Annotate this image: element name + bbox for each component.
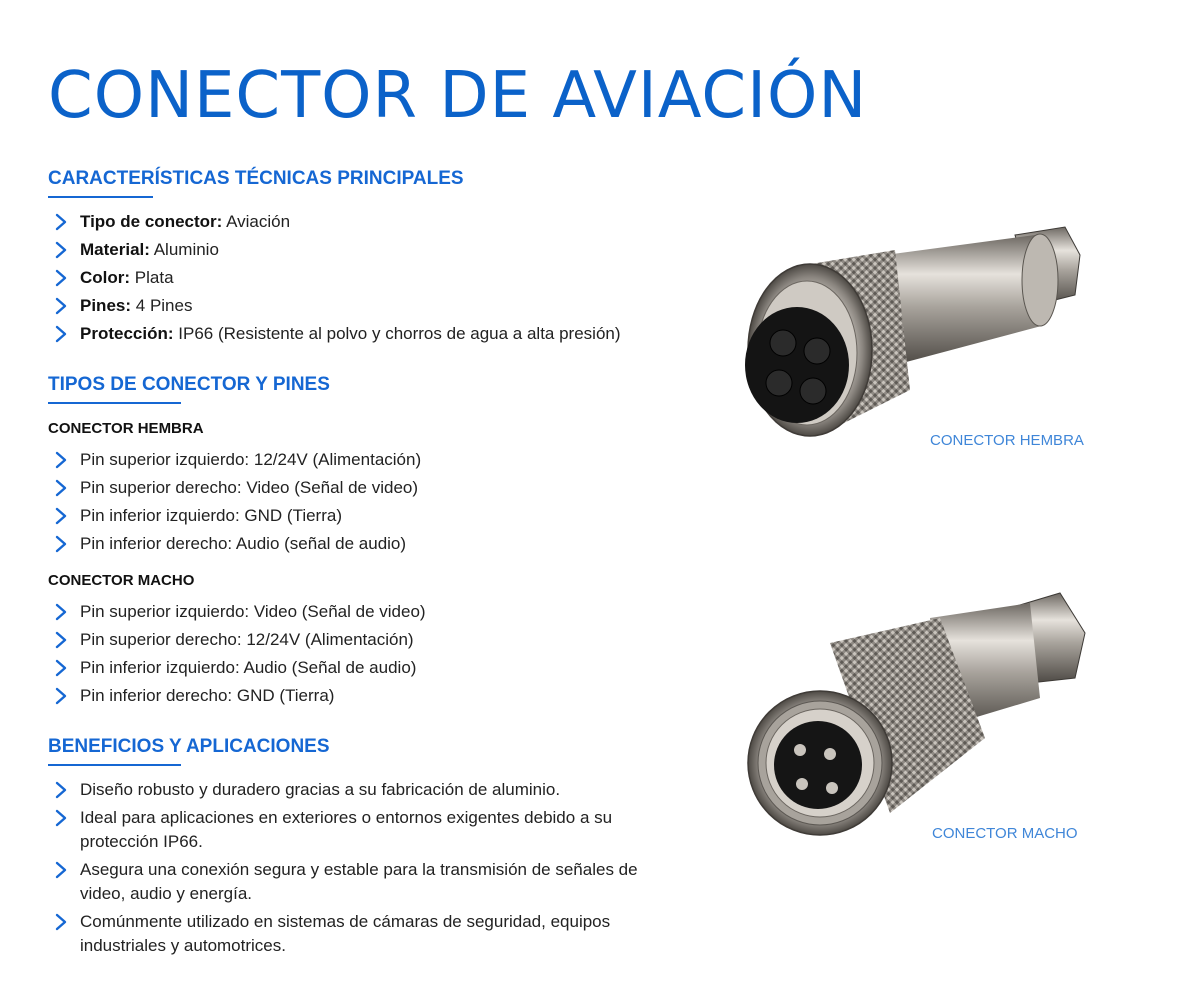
chevron-right-icon xyxy=(54,781,68,799)
specs-heading-underline xyxy=(48,196,153,198)
benefit-text: Comúnmente utilizado en sistemas de cámaras de seguridad, equipos industriales y automotrices. xyxy=(80,912,611,955)
male-pin-list xyxy=(48,600,426,712)
benefits-list xyxy=(48,778,648,962)
spec-value: Plata xyxy=(134,268,174,287)
benefit-item xyxy=(48,806,648,854)
pin-item xyxy=(48,448,421,472)
spec-item xyxy=(48,266,621,290)
male-connector-image xyxy=(740,588,1095,838)
chevron-right-icon xyxy=(54,809,68,827)
pin-item xyxy=(48,504,421,528)
benefit-text: Asegura una conexión segura y estable para la transmisión de señales de video, audio y energía. xyxy=(80,860,638,903)
benefit-item xyxy=(48,778,648,802)
benefit-item xyxy=(48,910,648,958)
pin-item xyxy=(48,532,421,556)
pin-item xyxy=(48,476,421,500)
chevron-right-icon xyxy=(54,861,68,879)
spec-label: Protección: xyxy=(80,324,174,343)
benefits-heading xyxy=(48,736,330,764)
pin-item xyxy=(48,656,426,680)
chevron-right-icon xyxy=(54,213,68,231)
specs-list xyxy=(48,210,621,350)
pin-item xyxy=(48,684,426,708)
female-pin-list xyxy=(48,448,421,560)
spec-label: Pines: xyxy=(80,296,132,315)
page-title: CONECTOR DE AVIACIÓN xyxy=(48,59,868,133)
male-subheading: CONECTOR MACHO xyxy=(48,572,195,589)
chevron-right-icon xyxy=(54,913,68,931)
specs-heading xyxy=(48,168,464,196)
chevron-right-icon xyxy=(54,631,68,649)
pin-text: Pin superior derecho: 12/24V (Alimentación) xyxy=(80,630,414,649)
types-heading-text: TIPOS DE CONECTOR Y PINES xyxy=(48,374,330,395)
chevron-right-icon xyxy=(54,507,68,525)
spec-item xyxy=(48,238,621,262)
benefit-text: Diseño robusto y duradero gracias a su fabricación de aluminio. xyxy=(80,780,561,799)
pin-text: Pin superior derecho: Video (Señal de video) xyxy=(80,478,419,497)
benefit-text: Ideal para aplicaciones en exteriores o entornos exigentes debido a su protección IP66. xyxy=(80,808,613,851)
spec-value: Aluminio xyxy=(153,240,219,259)
spec-item xyxy=(48,210,621,234)
pin-text: Pin superior izquierdo: 12/24V (Alimentación) xyxy=(80,450,422,469)
female-connector-caption: CONECTOR HEMBRA xyxy=(930,432,1084,449)
male-connector-caption: CONECTOR MACHO xyxy=(932,825,1078,842)
female-subheading: CONECTOR HEMBRA xyxy=(48,420,204,437)
spec-item xyxy=(48,322,621,346)
spec-item xyxy=(48,294,621,318)
benefits-heading-text: BENEFICIOS Y APLICACIONES xyxy=(48,736,330,757)
chevron-right-icon xyxy=(54,479,68,497)
chevron-right-icon xyxy=(54,241,68,259)
spec-label: Tipo de conector: xyxy=(80,212,223,231)
spec-value: Aviación xyxy=(226,212,291,231)
chevron-right-icon xyxy=(54,325,68,343)
pin-text: Pin inferior izquierdo: Audio (Señal de audio) xyxy=(80,658,417,677)
pin-text: Pin inferior derecho: Audio (señal de audio) xyxy=(80,534,407,553)
specs-heading-text: CARACTERÍSTICAS TÉCNICAS PRINCIPALES xyxy=(48,168,464,189)
female-connector-image xyxy=(735,215,1095,455)
chevron-right-icon xyxy=(54,269,68,287)
pin-item xyxy=(48,628,426,652)
spec-label: Color: xyxy=(80,268,131,287)
spec-value: 4 Pines xyxy=(135,296,193,315)
chevron-right-icon xyxy=(54,659,68,677)
pin-item xyxy=(48,600,426,624)
chevron-right-icon xyxy=(54,451,68,469)
pin-text: Pin superior izquierdo: Video (Señal de video) xyxy=(80,602,426,621)
chevron-right-icon xyxy=(54,603,68,621)
types-heading-underline xyxy=(48,402,181,404)
spec-value: IP66 (Resistente al polvo y chorros de agua a alta presión) xyxy=(178,324,621,343)
chevron-right-icon xyxy=(54,687,68,705)
pin-text: Pin inferior izquierdo: GND (Tierra) xyxy=(80,506,342,525)
chevron-right-icon xyxy=(54,535,68,553)
chevron-right-icon xyxy=(54,297,68,315)
benefit-item xyxy=(48,858,648,906)
types-heading xyxy=(48,374,330,402)
spec-label: Material: xyxy=(80,240,150,259)
benefits-heading-underline xyxy=(48,764,181,766)
pin-text: Pin inferior derecho: GND (Tierra) xyxy=(80,686,335,705)
